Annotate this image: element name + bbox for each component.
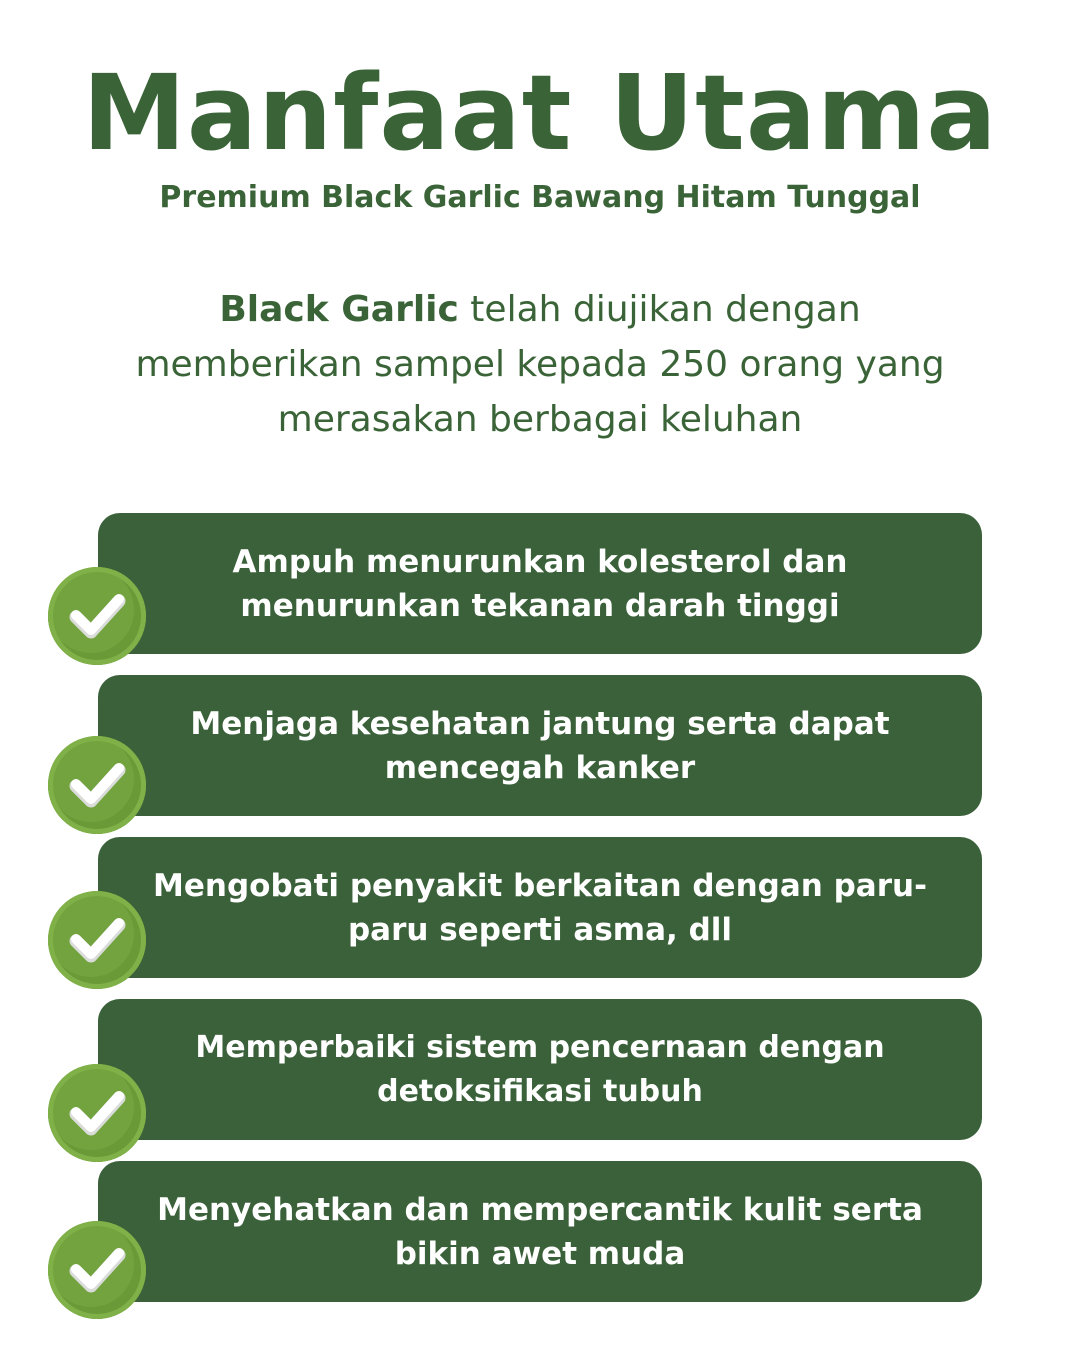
- intro-paragraph: [110, 282, 970, 447]
- benefit-card-2: [98, 675, 982, 816]
- benefit-text: Mengobati penyakit berkaitan dengan paru-paru seperti asma, dll: [153, 867, 927, 948]
- intro-bold: Black Garlic: [219, 289, 459, 330]
- checkmark-icon: [48, 891, 146, 989]
- benefit-text: Menjaga kesehatan jantung serta dapat mencegah kanker: [190, 705, 890, 786]
- checkmark-icon: [48, 1064, 146, 1162]
- benefit-card-5: [98, 1161, 982, 1302]
- checkmark-icon: [48, 567, 146, 665]
- benefit-text: Ampuh menurunkan kolesterol dan menurunkan tekanan darah tinggi: [232, 543, 848, 624]
- benefit-card-3: [98, 837, 982, 978]
- checkmark-icon: [48, 1221, 146, 1319]
- benefit-text: Memperbaiki sistem pencernaan dengan detoksifikasi tubuh: [195, 1029, 885, 1109]
- page-subtitle: Premium Black Garlic Bawang Hitam Tunggal: [159, 180, 921, 215]
- checkmark-icon: [48, 736, 146, 834]
- benefit-text: Menyehatkan dan mempercantik kulit serta bikin awet muda: [157, 1191, 923, 1272]
- intro-text: telah diujikan dengan memberikan sampel kepada 250 orang yang merasakan berbagai keluhan: [135, 289, 945, 440]
- benefit-card-4: [98, 999, 982, 1140]
- benefit-card-1: [98, 513, 982, 654]
- page-title: Manfaat Utama: [82, 52, 998, 174]
